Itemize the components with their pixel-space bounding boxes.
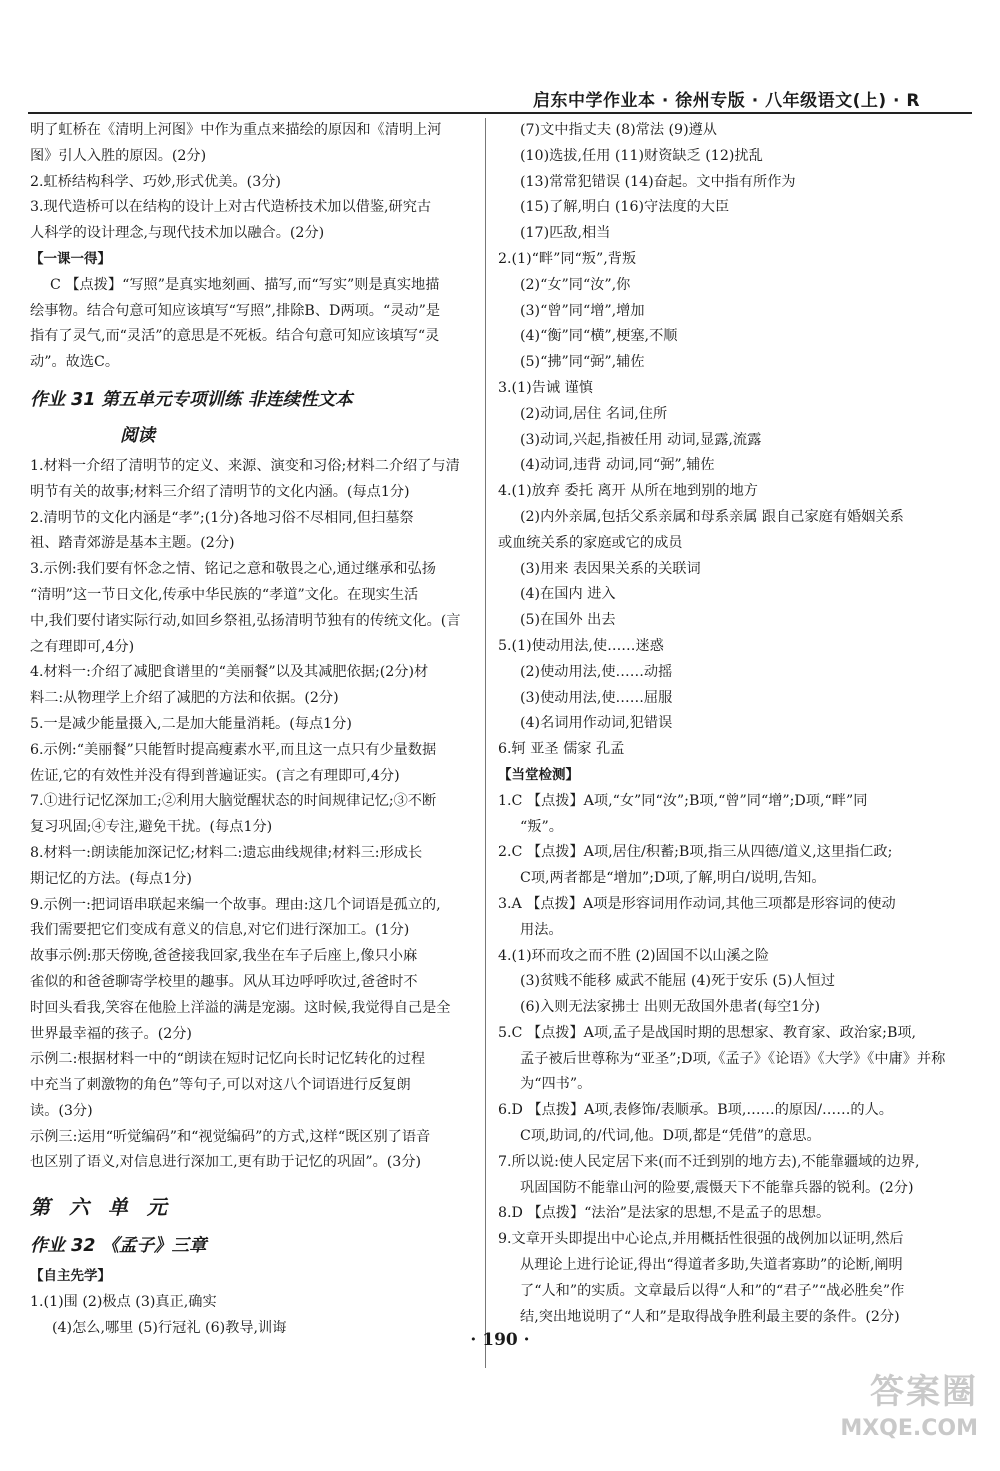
text-line: 巩固国防不能靠山河的险要,震慑天下不能靠兵器的锐利。(2分)	[520, 1179, 914, 1196]
text-line: 3.(1)告诫 谨慎	[498, 379, 593, 396]
text-line: 祖、踏青郊游是基本主题。(2分)	[30, 535, 235, 552]
text-line: 结,突出地说明了“人和”是取得战争胜利最主要的条件。(2分)	[520, 1308, 900, 1325]
text-line: 4.材料一:介绍了减肥食谱里的“美丽餐”以及其减肥依据;(2分)材	[30, 664, 429, 681]
text-line: 图》引人入胜的原因。(2分)	[30, 147, 207, 164]
text-line: 7.①进行记忆深加工;②利用大脑觉醒状态的时间规律记忆;③不断	[30, 793, 437, 810]
text-line: (2)内外亲属,包括父系亲属和母系亲属 跟自己家庭有婚姻关系	[520, 508, 904, 525]
text-line: 世界最幸福的孩子。(2分)	[30, 1025, 192, 1042]
text-line: 示例二:根据材料一中的“朗读在短时记忆向长时记忆转化的过程	[30, 1051, 426, 1068]
text-line: (7)文中指丈夫 (8)常法 (9)遵从	[520, 122, 717, 138]
text-line: 7.所以说:使人民定居下来(而不迁到别的地方去),不能靠疆域的边界,	[498, 1153, 920, 1170]
text-line: (4)在国内 进入	[520, 586, 616, 603]
text-line: 故事示例:那天傍晚,爸爸接我回家,我坐在车子后座上,像只小麻	[30, 948, 418, 965]
text-line: 6.轲 亚圣 儒家 孔孟	[498, 741, 625, 758]
text-line: 中,我们要付诸实际行动,如回乡祭祖,弘扬清明节独有的传统文化。(言	[30, 612, 461, 629]
text-line: 料二:从物理学上介绍了减肥的方法和依据。(2分)	[30, 690, 339, 707]
watermark-logo	[818, 1369, 978, 1459]
text-line: 雀似的和爸爸聊寄学校里的趣事。风从耳边呼呼吹过,爸爸时不	[30, 973, 418, 990]
unit-6-title: 第 六 单 元	[30, 1195, 173, 1220]
text-line: C项,两者都是“增加”;D项,了解,明白/说明,告知。	[520, 870, 826, 887]
text-line: “清明”这一节日文化,传承中华民族的“孝道”文化。在现实生活	[30, 586, 419, 603]
left-column	[30, 118, 478, 1371]
watermark-text-en: MXQE.COM	[840, 1416, 978, 1441]
section-tag-dangtang: 【当堂检测】	[498, 766, 579, 783]
text-line: 用法。	[520, 921, 563, 938]
text-line: (4)动词,违背 动词,同“弼”,辅佐	[520, 457, 715, 474]
page-number: · 190 ·	[470, 1330, 530, 1350]
text-line: (3)贫贱不能移 威武不能屈 (4)死于安乐 (5)人恒过	[520, 973, 836, 990]
text-line: 2.虹桥结构科学、巧妙,形式优美。(3分)	[30, 173, 281, 190]
text-line: (3)使动用法,使……屈服	[520, 689, 673, 706]
text-line: 明节有关的故事;材料三介绍了清明节的文化内涵。(每点1分)	[30, 483, 410, 500]
text-line: 或血统关系的家庭或它的成员	[498, 534, 683, 551]
text-line: 指有了灵气,而“灵活”的意思是不死板。结合句意可知应该填写“灵	[30, 328, 440, 345]
text-line: (2)“女”同“汝”,你	[520, 276, 631, 293]
text-line: (2)使动用法,使……动摇	[520, 663, 673, 680]
text-line: 8.D 【点拨】“法治”是法家的思想,不是孟子的思想。	[498, 1205, 831, 1222]
text-line: C 【点拨】“写照”是真实地刻画、描写,而“写实”则是真实地描	[50, 276, 440, 293]
text-line: (10)选拔,任用 (11)财资缺乏 (12)扰乱	[520, 147, 763, 164]
right-column	[498, 118, 966, 1371]
watermark-text-cn: 答案圈	[870, 1372, 978, 1412]
text-line: 示例三:运用“听觉编码”和“视觉编码”的方式,这样“既区别了语音	[30, 1128, 431, 1145]
text-line: 复习巩固;④专注,避免干扰。(每点1分)	[30, 819, 273, 836]
text-line: (15)了解,明白 (16)守法度的大臣	[520, 199, 730, 216]
text-line: 佐证,它的有效性并没有得到普遍证实。(言之有理即可,4分)	[30, 767, 400, 784]
homework-31-title-continued: 阅读	[120, 425, 155, 446]
text-line: 绘事物。结合句意可知应该填写“写照”,排除B、D两项。“灵动”是	[30, 302, 441, 319]
text-line: 5.一是减少能量摄入,二是加大能量消耗。(每点1分)	[30, 715, 352, 732]
text-line: (13)常常犯错误 (14)奋起。文中指有所作为	[520, 173, 796, 190]
text-line: 为“四书”。	[520, 1076, 592, 1093]
text-line: (4)名词用作动词,犯错误	[520, 715, 673, 732]
text-line: (2)动词,居住 名词,住所	[520, 405, 668, 422]
text-line: 也区别了语义,对信息进行深加工,更有助于记忆的巩固”。(3分)	[30, 1154, 422, 1171]
text-line: 2.C 【点拨】A项,居住/积蓄;B项,指三从四德/道义,这里指仁政;	[498, 844, 893, 861]
text-line: 从理论上进行论证,得出“得道者多助,失道者寡助”的论断,阐明	[520, 1257, 903, 1274]
text-line: 2.(1)“畔”同“叛”,背叛	[498, 250, 637, 267]
header-title: 启东中学作业本 · 徐州专版 · 八年级语文(上) · R	[532, 91, 920, 111]
text-line: 我们需要把它们变成有意义的信息,对它们进行深加工。(1分)	[30, 922, 410, 939]
text-line: 1.材料一介绍了清明节的定义、来源、演变和习俗;材料二介绍了与清	[30, 457, 460, 474]
text-line: 9.文章开头即提出中心论点,并用概括性很强的战例加以证明,然后	[498, 1231, 904, 1248]
section-tag-zizhu: 【自主先学】	[30, 1268, 111, 1285]
text-line: 孟子被后世尊称为“亚圣”;D项,《孟子》《论语》《大学》《中庸》并称	[520, 1050, 946, 1067]
text-line: 9.示例一:把词语串联起来编一个故事。理由:这几个词语是孤立的,	[30, 896, 441, 913]
text-line: 6.示例:“美丽餐”只能暂时提高瘦素水平,而且这一点只有少量数据	[30, 741, 437, 758]
text-line: 1.(1)围 (2)极点 (3)真正,确实	[30, 1294, 217, 1311]
text-line: 3.现代造桥可以在结构的设计上对古代造桥技术加以借鉴,研究古	[30, 199, 432, 216]
text-line: 3.A 【点拨】A项是形容词用作动词,其他三项都是形容词的使动	[498, 895, 896, 912]
text-line: 2.清明节的文化内涵是“孝”;(1分)各地习俗不尽相同,但扫墓祭	[30, 509, 414, 526]
text-line: 人科学的设计理念,与现代技术加以融合。(2分)	[30, 225, 325, 242]
text-line: 5.C 【点拨】A项,孟子是战国时期的思想家、教育家、政治家;B项,	[498, 1024, 917, 1041]
homework-32-title: 作业 32 《孟子》三章	[30, 1236, 207, 1257]
text-line: (3)“曾”同“增”,增加	[520, 302, 645, 319]
section-tag-yike: 【一课一得】	[30, 250, 111, 267]
text-line: “叛”。	[520, 818, 563, 835]
text-line: 6.D 【点拨】A项,表修饰/表顺承。B项,……的原因/……的人。	[498, 1102, 893, 1119]
page-header	[28, 86, 972, 114]
text-line: 5.(1)使动用法,使……迷惑	[498, 637, 664, 654]
text-line: 读。(3分)	[30, 1102, 93, 1119]
text-line: (6)入则无法家拂士 出则无敌国外患者(每空1分)	[520, 999, 821, 1016]
text-line: 3.示例:我们要有怀念之情、铭记之意和敬畏之心,通过继承和弘扬	[30, 561, 436, 578]
text-line: (3)用来 表因果关系的关联词	[520, 560, 701, 577]
text-line: 8.材料一:朗读能加深记忆;材料二:遗忘曲线规律;材料三:形成长	[30, 844, 423, 861]
text-line: C项,助词,的/代词,他。D项,都是“凭借”的意思。	[520, 1128, 821, 1145]
text-line: 之有理即可,4分)	[30, 638, 135, 655]
text-line: (5)在国外 出去	[520, 612, 616, 629]
text-line: 了“人和”的实质。文章最后以得“人和”的“君子”“战必胜矣”作	[520, 1282, 905, 1299]
text-line: 期记忆的方法。(每点1分)	[30, 870, 192, 887]
column-divider	[485, 118, 486, 1368]
text-line: 4.(1)放弃 委托 离开 从所在地到别的地方	[498, 483, 758, 500]
text-line: 1.C 【点拨】A项,“女”同“汝”;B项,“曾”同“增”;D项,“畔”同	[498, 792, 868, 809]
text-line: 动”。故选C。	[30, 354, 120, 371]
text-line: (3)动词,兴起,指被任用 动词,显露,流露	[520, 431, 762, 448]
text-line: (5)“拂”同“弼”,辅佐	[520, 354, 645, 371]
text-line: (4)怎么,哪里 (5)行冠礼 (6)教导,训诲	[52, 1319, 287, 1336]
text-line: 时回头看我,笑容在他脸上洋溢的满是宠溺。这时候,我觉得自己是全	[30, 999, 451, 1016]
text-line: 中充当了刺激物的角色”等句子,可以对这八个词语进行反复朗	[30, 1077, 411, 1094]
text-line: 4.(1)环而攻之而不胜 (2)固国不以山溪之险	[498, 947, 770, 964]
text-line: 明了虹桥在《清明上河图》中作为重点来描绘的原因和《清明上河	[30, 122, 442, 138]
homework-31-title: 作业 31 第五单元专项训练 非连续性文本	[30, 389, 353, 410]
text-line: (4)“衡”同“横”,梗塞,不顺	[520, 328, 678, 345]
text-line: (17)匹敌,相当	[520, 225, 611, 242]
